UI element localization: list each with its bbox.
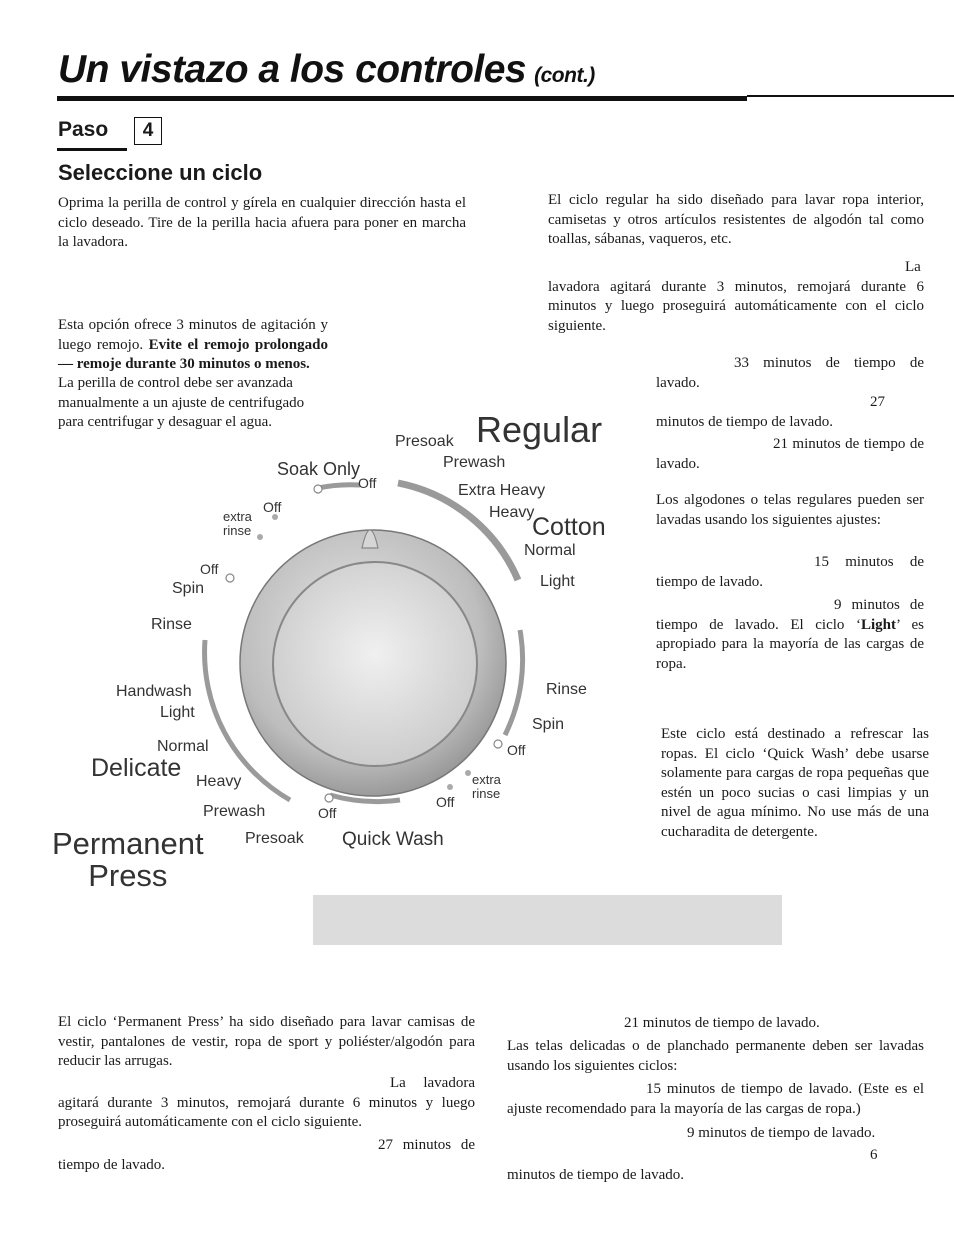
soak-text-a: Esta opción ofrece 3 minutos de agitación y luego remojo. [58,317,328,353]
soak-warning: Evite el remojo prolongado — remoje durante 30 minutos o menos. [58,336,328,372]
dot [465,770,471,776]
dial-label-regular: Regular [476,409,603,450]
title-rule [57,96,747,101]
title-cont: (cont.) [534,64,595,87]
off-dot [494,740,502,748]
dial-label-normal-l: Normal [157,738,209,755]
delicate-21-text: 21 minutos de tiempo de lavado. [624,1015,820,1031]
cotton-light-label: Light [861,616,897,633]
dial-label-heavy-r: Heavy [489,504,535,521]
quick-wash-text: Este ciclo está destinado a refrescar las ropas. El ciclo ‘Quick Wash’ debe usarse solamente para cargas de ropa pequeñas que estén un poco sucias o casi limpias y un nivel de agua mínimo. No use más de una cucharadita de detergente. [661,726,929,840]
dial-label-spin-l: Spin [172,580,205,597]
title-rule-thin [747,95,954,97]
gray-banner [313,895,782,945]
delicate-15-text: 15 minutos de tiempo de lavado. (Este es el ajuste recomendado para la mayoría de las cargas de ropa.) [507,1081,924,1117]
cotton-9-text-c: ’ es apropiado para la mayoría de las cargas de ropa. [656,616,924,672]
permanent-press-presoak-text: La lavadora agitará durante 3 minutos, remojará durante 6 minutos y luego proseguirá automáticamente con el ciclo siguiente. [58,1075,475,1130]
dial-label-quick-wash: Quick Wash [342,829,444,850]
permanent-press-27-text: 27 minutos de tiempo de lavado. [58,1137,475,1173]
dial-label-off-r2: Off [436,794,455,810]
dot [447,784,453,790]
dial-label-off-r: Off [507,742,526,758]
dial-label-extra-rinse-r: extra rinse [472,772,501,801]
dial-label-light-l: Light [160,704,195,721]
dial-label-presoak-l: Presoak [245,830,304,847]
intro-paragraph: Oprima la perilla de control y gírela en cualquier dirección hasta el ciclo deseado. Tire de la perilla hacia afuera para poner en marcha la lavadora. [58,195,466,250]
dial-label-handwash: Handwash [116,683,192,700]
dial-label-permanent-press: Permanent Press [52,826,204,893]
dial-label-presoak: Presoak [395,433,454,450]
off-dot [325,794,333,802]
dial-label-off-qw: Off [318,805,337,821]
off-dot [314,485,322,493]
dial-label-light-r: Light [540,573,575,590]
dial-label-rinse-l: Rinse [151,616,192,633]
dial-label-extra-heavy: Extra Heavy [458,482,546,499]
cotton-intro: Los algodones o telas regulares pueden ser lavadas usando los siguientes ajustes: [656,492,924,528]
off-dot [226,574,234,582]
dial-label-prewash-l: Prewash [203,803,266,820]
cotton-9-text [656,596,924,674]
permanent-press-description: El ciclo ‘Permanent Press’ ha sido diseñado para lavar camisas de vestir, pantalones de vestir, ropa de sport y poliéster/algodón para reducir las arrugas. [58,1014,475,1069]
regular-27-text: 27 minutos de tiempo de lavado. [656,394,885,430]
dial-label-off-spin: Off [200,561,219,577]
dial-label-rinse-r: Rinse [546,681,587,698]
soak-arc [318,485,360,488]
delicate-9-text: 9 minutos de tiempo de lavado. [687,1125,876,1141]
dot [257,534,263,540]
soak-paragraph [58,316,328,375]
page-title: Un vistazo a los controles (cont.) [58,48,595,91]
dial-label-prewash: Prewash [443,454,506,471]
dial-label-cotton: Cotton [532,513,606,541]
cotton-15-text: 15 minutos de tiempo de lavado. [656,554,924,590]
dial-label-spin-r: Spin [532,716,565,733]
dial-label-extra-rinse-l: extra rinse [223,509,252,538]
delicate-6-text: 6 minutos de tiempo de lavado. [507,1147,878,1183]
dial-label-soak-only: Soak Only [277,459,361,479]
section-heading: Seleccione un ciclo [58,160,263,185]
soak-text-c: La perilla de control debe ser avanzada manualmente a un ajuste de centrifugado para centrifugar y desaguar el agua. [58,375,305,430]
regular-description: El ciclo regular ha sido diseñado para lavar ropa interior, camisetas y otros artículos resistentes de algodón tal como toallas, sábanas, vaqueros, etc. [548,192,924,247]
cotton-9-text-a: 9 minutos de tiempo de lavado. El ciclo ‘ [656,597,924,633]
dial-label-off-soak: Off [358,475,377,491]
dial-label-off-er: Off [263,499,282,515]
dial-label-delicate: Delicate [91,754,182,782]
cotton-arc [505,630,523,735]
step-rule [57,148,127,151]
step-number: 4 [134,117,162,145]
delicate-intro: Las telas delicadas o de planchado permanente deben ser lavadas usando los siguientes ciclos: [507,1038,924,1074]
regular-presoak-text: La lavadora agitará durante 3 minutos, remojará durante 6 minutos y luego proseguirá automáticamente con el ciclo siguiente. [548,259,924,334]
dial-label-normal-r: Normal [524,542,576,559]
dial-label-heavy-l: Heavy [196,773,242,790]
knob-inner [273,562,477,766]
regular-21-text: 21 minutos de tiempo de lavado. [656,436,924,472]
regular-33-text: 33 minutos de tiempo de lavado. [656,355,924,391]
step-label: Paso [58,118,109,141]
